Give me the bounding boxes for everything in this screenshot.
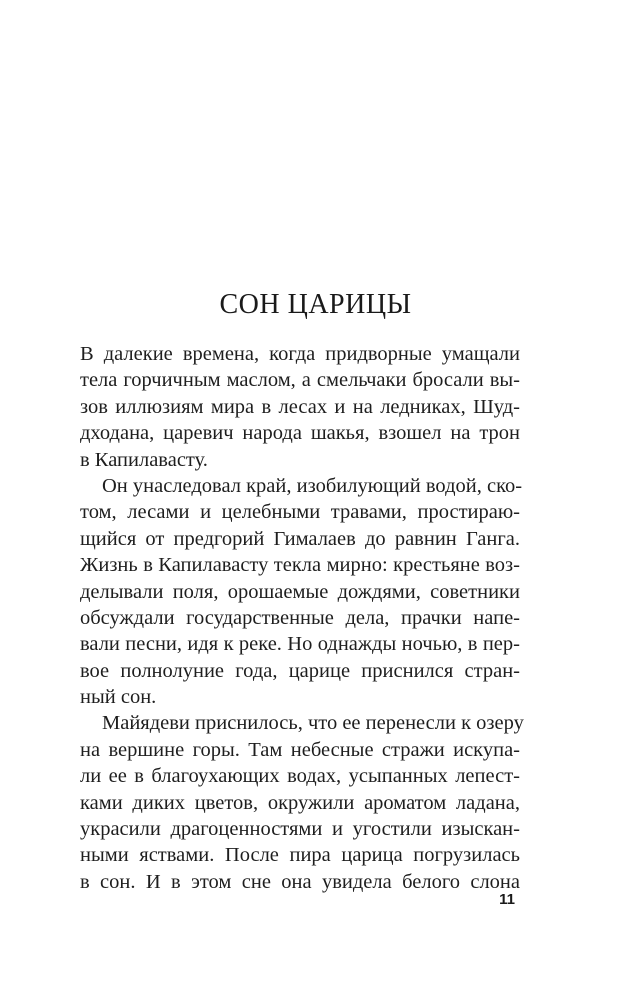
text-line: ли ее в благоухающих водах, усыпанных лепест- bbox=[80, 765, 520, 788]
text-line: ными яствами. После пира царица погрузилась bbox=[80, 844, 520, 867]
text-line: дходана, царевич народа шакья, взошел на трон bbox=[80, 422, 520, 445]
text-line: тела горчичным маслом, а смельчаки бросали вы- bbox=[80, 369, 520, 392]
text-line: в Капилавасту. bbox=[80, 448, 208, 471]
text-line: на вершине горы. Там небесные стражи искупа- bbox=[80, 738, 520, 761]
text-line: Он унаследовал край, изобилующий водой, ско- bbox=[102, 474, 523, 497]
text-line: делывали поля, орошаемые дождями, советники bbox=[80, 580, 520, 603]
text-line: зов иллюзиям мира в лесах и на ледниках, Шуд- bbox=[80, 395, 520, 418]
text-line: обсуждали государственные дела, прачки напе- bbox=[80, 606, 520, 629]
page-number: 11 bbox=[499, 891, 515, 908]
chapter-title: СОН ЦАРИЦЫ bbox=[219, 289, 412, 320]
text-line: Майядеви приснилось, что ее перенесли к озеру bbox=[102, 712, 524, 735]
text-line: ный сон. bbox=[80, 686, 157, 709]
text-line: В далекие времена, когда придворные умащали bbox=[80, 343, 520, 365]
text-line: ками диких цветов, окружили ароматом ладана, bbox=[80, 791, 520, 814]
text-line: вали песни, идя к реке. Но однажды ночью, в пер- bbox=[80, 633, 520, 656]
text-line: вое полнолуние года, царице приснился стран- bbox=[80, 659, 520, 682]
text-line: в сон. И в этом сне она увидела белого слона bbox=[80, 870, 520, 893]
text-line: щийся от предгорий Гималаев до равнин Ганга. bbox=[80, 527, 520, 550]
text-line: украсили драгоценностями и угостили изыскан- bbox=[80, 818, 520, 841]
body-text bbox=[80, 341, 524, 895]
text-line: Жизнь в Капилавасту текла мирно: крестьяне воз- bbox=[80, 554, 520, 577]
text-line: том, лесами и целебными травами, простираю- bbox=[80, 501, 520, 524]
